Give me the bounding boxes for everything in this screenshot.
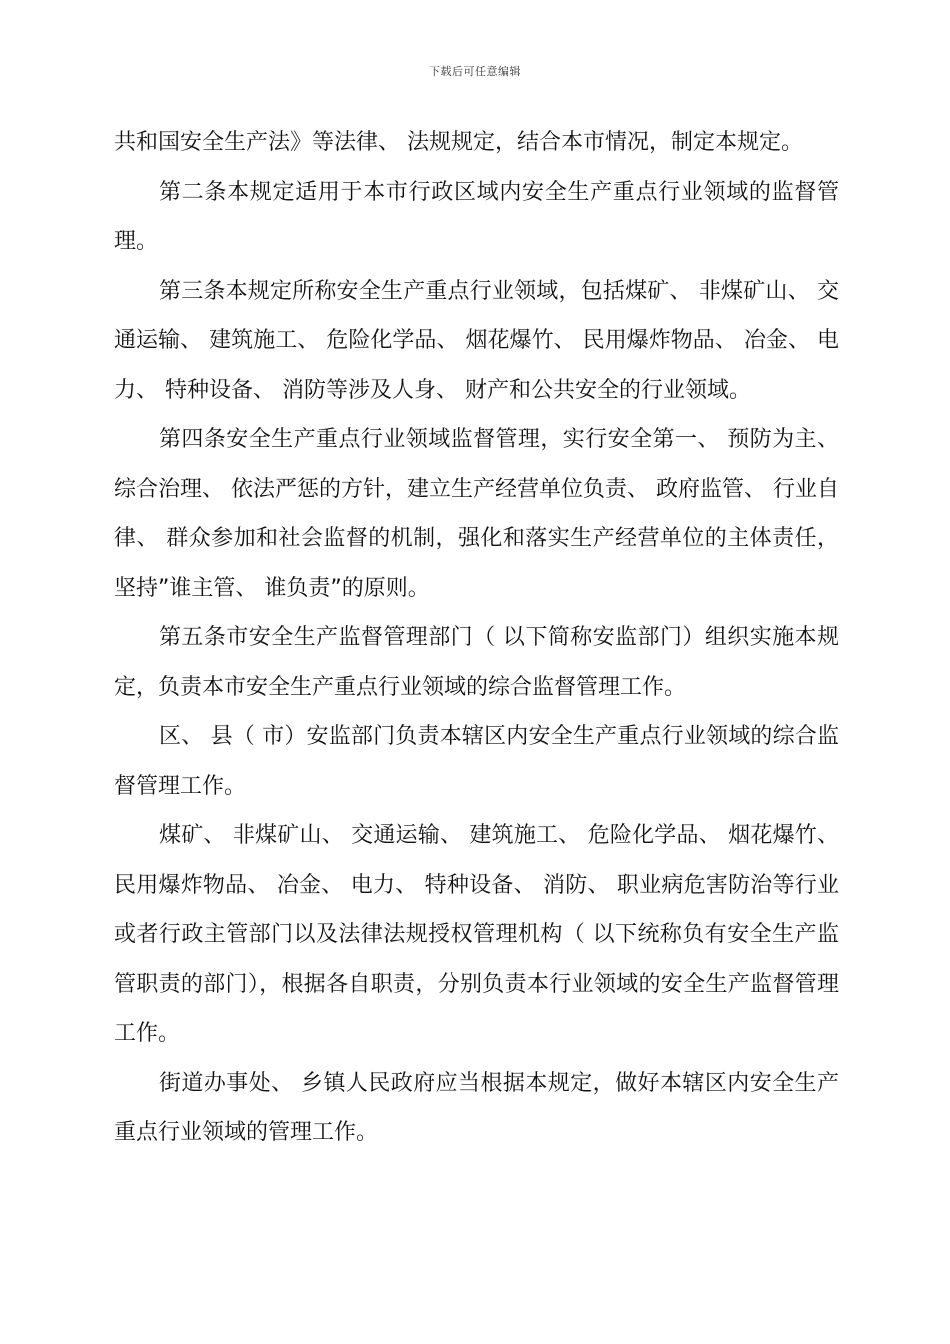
paragraph-article-3: 第三条本规定所称安全生产重点行业领域，包括煤矿、 非煤矿山、 交通运输、 建筑施工、 危险化学品、 烟花爆竹、 民用爆炸物品、 冶金、 电力、 特种设备、 消防等涉及人身、 财产和公共安全的行业领域。 <box>114 278 839 403</box>
paragraph-article-5: 第五条市安全生产监督管理部门（ 以下简称安监部门）组织实施本规定，负责本市安全生产重点行业领域的综合监督管理工作。 <box>114 625 839 700</box>
paragraph-1: 共和国安全生产法》等法律、 法规规定，结合本市情况，制定本规定。 <box>114 130 803 155</box>
document-body <box>114 118 839 1158</box>
paragraph-district: 区、 县（ 市）安监部门负责本辖区内安全生产重点行业领域的综合监督管理工作。 <box>114 724 839 799</box>
paragraph-industries: 煤矿、 非煤矿山、 交通运输、 建筑施工、 危险化学品、 烟花爆竹、 民用爆炸物品、 冶金、 电力、 特种设备、 消防、 职业病危害防治等行业或者行政主管部门以及法律法规授权管理机构（ 以下统称负有安全生产监管职责的部门），根据各自职责，分别负责本行业领域的安全生产监督管理工作。 <box>114 823 839 1046</box>
paragraph-street-offices: 街道办事处、 乡镇人民政府应当根据本规定，做好本辖区内安全生产重点行业领域的管理工作。 <box>114 1070 839 1145</box>
paragraph-article-4: 第四条安全生产重点行业领域监督管理，实行安全第一、 预防为主、 综合治理、 依法严惩的方针，建立生产经营单位负责、 政府监管、 行业自律、 群众参加和社会监督的机制，强化和落实生产经营单位的主体责任，坚持”谁主管、 谁负责”的原则。 <box>114 427 839 601</box>
page-header: 下载后可任意编辑 <box>429 65 521 78</box>
paragraph-article-2: 第二条本规定适用于本市行政区域内安全生产重点行业领域的监督管理。 <box>114 179 839 254</box>
